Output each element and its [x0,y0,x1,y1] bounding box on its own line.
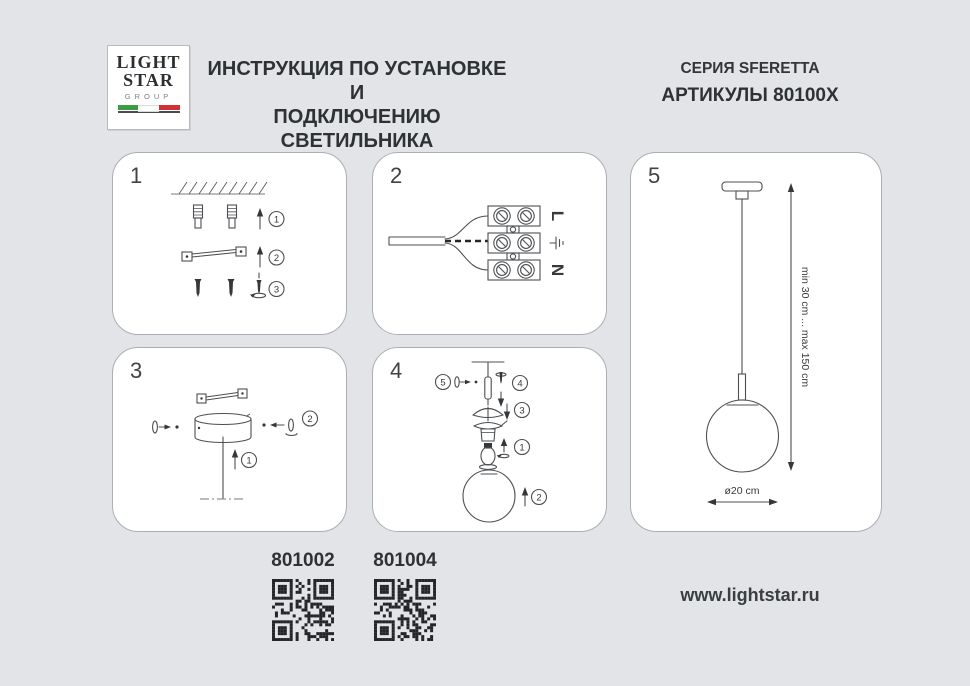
step5-diagram [631,153,881,531]
page-title [198,57,516,153]
height-range-label: min 30 cm ... max 150 cm [799,266,811,388]
screw-rotation-icon [250,273,266,298]
mounting-bracket-icon [182,247,246,261]
step-badge-label: 2 [536,492,542,504]
step-badge [242,453,257,468]
canopy-dome-icon [473,407,503,421]
cable-gripper-icon [485,377,491,405]
glass-sphere-icon [463,470,515,522]
step1-panel [112,152,347,335]
grub-screw-icon [455,377,478,387]
step-badge-label: 1 [246,455,252,467]
arrow-up-rotation-icon [497,438,509,458]
lamp-socket-icon [481,429,495,441]
lightstar-logo [107,45,190,130]
step-badge-label: 3 [273,284,280,296]
glass-sphere-icon [707,400,779,472]
logo-text-light: LIGHT [116,52,181,72]
screw-icon [195,279,202,297]
step-badge-label: 3 [519,405,525,417]
side-screw-icon [262,419,297,436]
step5-number: 5 [648,163,661,188]
bulb-icon [481,443,495,465]
screw-icon [228,279,235,297]
logo-text-star: STAR [123,70,174,90]
earth-ground-icon [550,237,563,249]
arrow-up-icon [257,208,263,229]
step-badge [532,490,547,505]
diameter-label: ø20 cm [724,485,760,497]
article-code-801002: 801002 [271,550,335,571]
step4-panel [372,347,607,532]
series-block [630,60,870,107]
arrow-up-icon [232,449,238,469]
step3-number: 3 [130,358,143,383]
step-badge-label: 2 [307,413,313,425]
step-badge [515,403,530,418]
step2-panel [372,152,607,335]
side-screw-icon [153,421,179,433]
articles-code: АРТИКУЛЫ 80100X [661,85,839,106]
sphere-nipple-icon [739,374,746,400]
step1-number: 1 [130,163,143,188]
shade-holder-icon [474,421,507,429]
qr-code-801004 [374,579,436,641]
step-badge-label: 5 [440,377,446,389]
step5-panel [630,152,882,532]
step3-diagram [113,348,346,531]
article-code-801004: 801004 [373,550,437,571]
height-dimension-line [788,183,794,471]
wall-anchor-icon [228,205,237,228]
step4-number: 4 [390,358,403,383]
arrow-up-icon [522,487,528,506]
terminal-block-icon [488,206,540,280]
power-cable-icon [389,216,488,270]
step-badge-label: 4 [517,378,523,390]
step-badge [269,250,284,265]
step-badge-label: 2 [273,252,280,264]
suspension-rod [200,437,246,499]
arrow-up-icon [257,246,263,267]
website-url: www.lightstar.ru [680,585,820,605]
step2-diagram [373,153,606,334]
qr-code-801002 [272,579,334,641]
series-name: СЕРИЯ SFERETTA [680,60,820,77]
step-badge [269,282,284,297]
step2-number: 2 [390,163,403,188]
ceiling-plate-icon [722,182,762,199]
arrow-down-icon [504,404,510,420]
step-badge [303,411,318,426]
step3-panel [112,347,347,532]
step-badge [269,212,284,227]
italy-flag-icon [118,105,180,113]
live-terminal-label: L [548,210,567,222]
neutral-terminal-label: N [548,263,567,277]
wall-anchor-icon [194,205,203,228]
step-badge-label: 1 [273,214,280,226]
step-badge [436,375,451,390]
step-badge [513,376,528,391]
ceiling-hatch-icon [171,182,267,194]
step4-diagram [373,348,606,531]
logo-text-group: GROUP [124,92,173,101]
title-line-2: ПОДКЛЮЧЕНИЮ СВЕТИЛЬНИКА [273,106,441,152]
diameter-dimension-line [707,499,778,505]
flag-red-stripe [159,105,180,110]
step-badge [515,440,530,455]
step-badge-label: 1 [519,442,525,454]
step1-diagram [113,153,346,334]
title-line-1: ИНСТРУКЦИЯ ПО УСТАНОВКЕ И [207,58,507,104]
flag-green-stripe [118,105,139,110]
mounting-bracket-icon [197,389,247,403]
flag-white-stripe [138,105,159,112]
screw-rotation-icon [496,372,506,407]
